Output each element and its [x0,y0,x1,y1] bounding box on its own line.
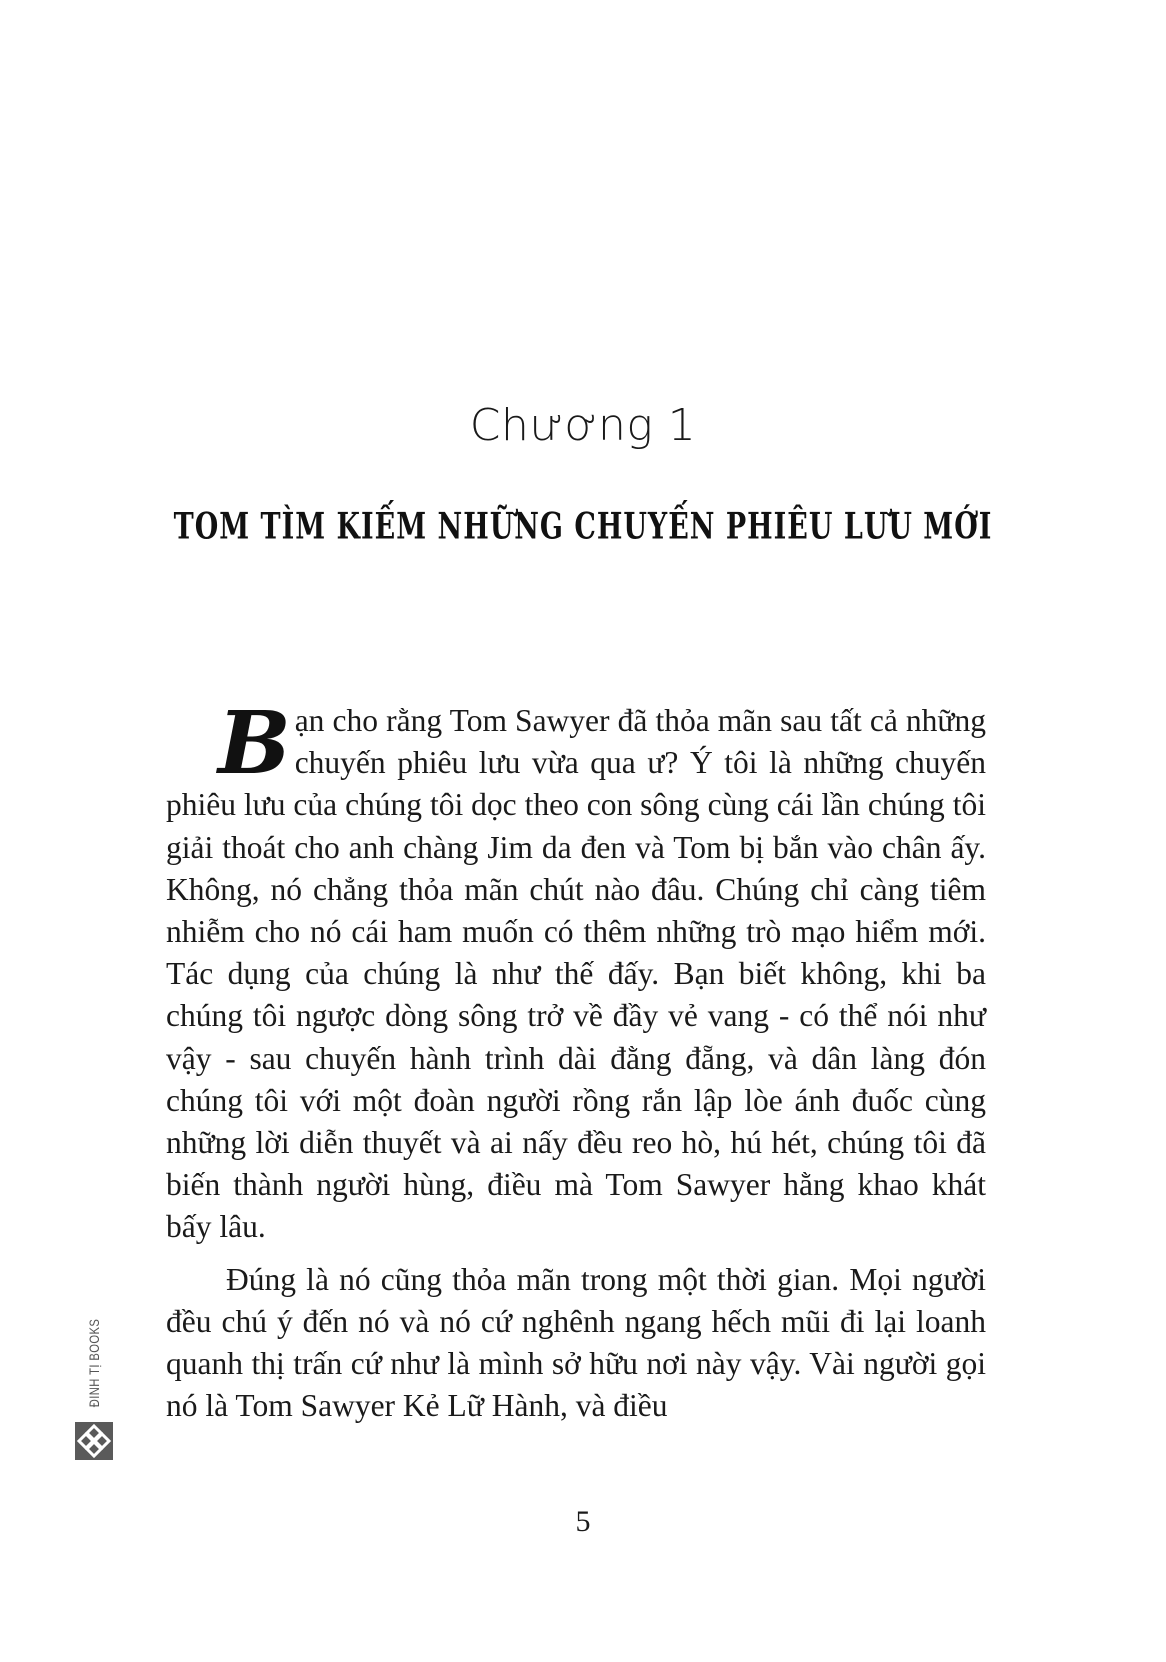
paragraph-1-text: ạn cho rằng Tom Sawyer đã thỏa mãn sau tất cả những chuyến phiêu lưu vừa qua ư? Ý tôi là những chuyến phiêu lưu của chúng tôi dọc theo con sông cùng cái lần chúng tôi giải thoát cho anh chàng Jim da đen và Tom bị bắn vào chân ấy. Không, nó chẳng thỏa mãn chút nào đâu. Chúng chỉ càng tiêm nhiễm cho nó cái ham muốn có thêm những trò mạo hiểm mới. Tác dụng của chúng là như thế đấy. Bạn biết không, khi ba chúng tôi ngược dòng sông trở về đầy vẻ vang - có thể nói như vậy - sau chuyến hành trình dài đằng đẵng, và dân làng đón chúng tôi với một đoàn người rồng rắn lập lòe ánh đuốc cùng những lời diễn thuyết và ai nấy đều reo hò, hú hét, chúng tôi đã biến thành người hùng, điều mà Tom Sawyer hằng khao khát bấy lâu. [166,703,986,1245]
chapter-title: TOM TÌM KIẾM NHỮNG CHUYẾN PHIÊU LƯU MỚI [173,506,993,548]
drop-cap: B [218,693,291,794]
page-number: 5 [575,1505,591,1538]
diamond-knot-logo-icon [75,1422,113,1460]
publisher-name-text: ĐINH TỊ BOOKS [86,1318,103,1408]
paragraph-2: Đúng là nó cũng thỏa mãn trong một thời gian. Mọi người đều chú ý đến nó và nó cứ nghênh ngang hếch mũi đi lại loanh quanh thị trấn cứ như là mình sở hữu nơi này vậy. Vài người gọi nó là Tom Sawyer Kẻ Lữ Hành, và điều [166,1261,986,1424]
paragraph-1 [166,693,986,1249]
publisher-name [74,1310,114,1416]
chapter-body [166,693,986,1427]
publisher-mark [72,1310,116,1470]
chapter-number: Chương 1 [469,400,697,451]
